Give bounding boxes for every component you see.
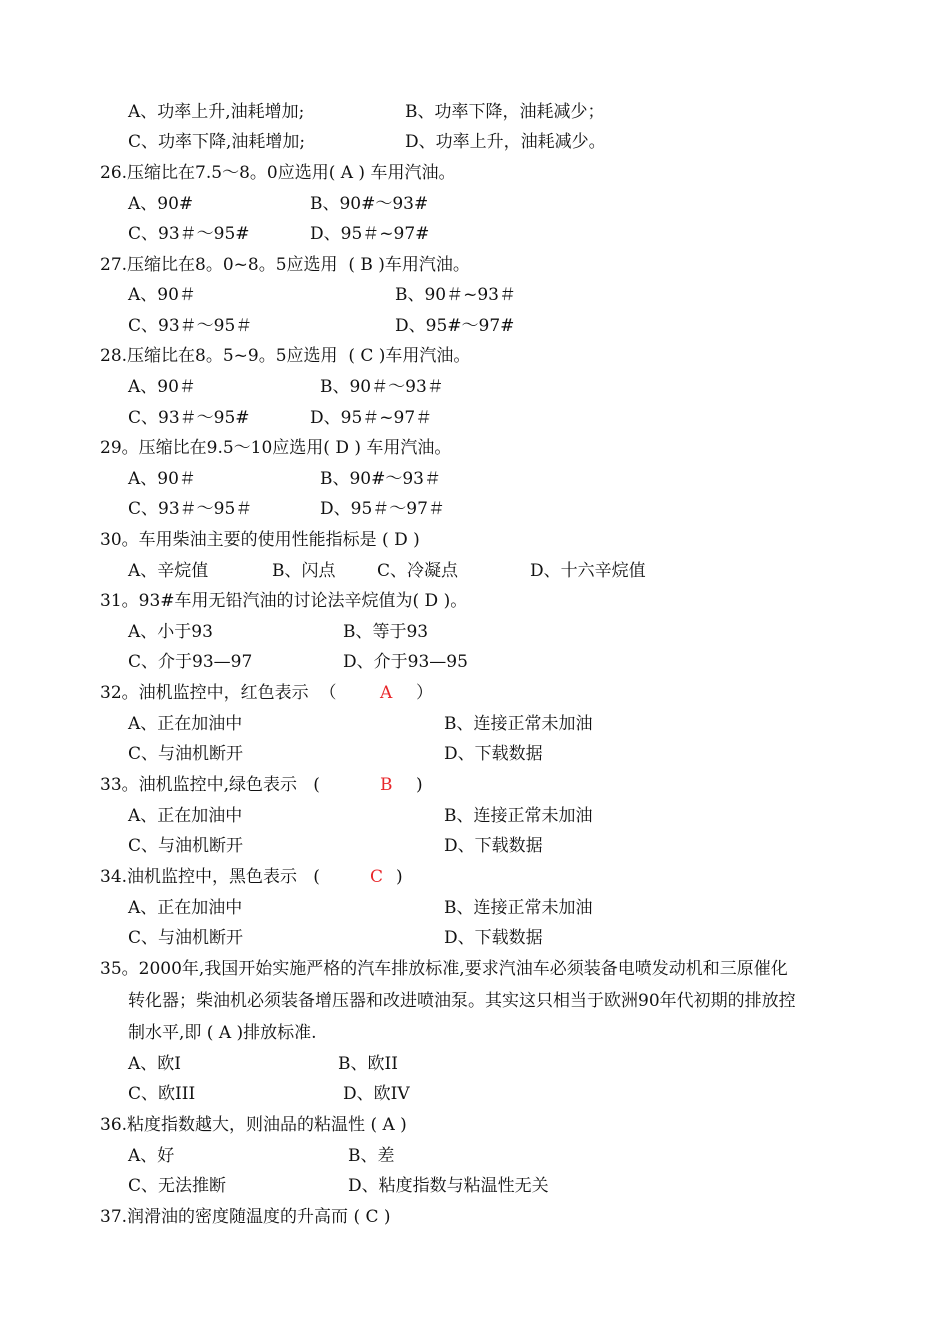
question-text: 26.压缩比在7.5～8。0应选用( A ) 车用汽油。: [100, 163, 456, 183]
answer-option: A、正在加油中: [128, 714, 243, 734]
answer-option: C、93＃～95＃: [128, 316, 253, 336]
answer-option: D、欧IV: [343, 1084, 410, 1104]
answer-option: B、欧II: [338, 1054, 398, 1074]
question-text: 36.粘度指数越大，则油品的粘温性 ( A ): [100, 1115, 407, 1135]
answer-option: B、连接正常未加油: [444, 806, 593, 826]
answer-option: D、粘度指数与粘温性无关: [348, 1176, 549, 1196]
answer-option: D、下载数据: [444, 928, 543, 948]
answer-option: B、90＃～93＃: [320, 377, 444, 397]
answer-option: B、连接正常未加油: [444, 898, 593, 918]
answer-option: A、正在加油中: [128, 806, 243, 826]
answer-option: C、冷凝点: [377, 561, 459, 581]
question-text-continued: 制水平,即 ( A )排放标准.: [128, 1023, 317, 1043]
answer-option: D、95#～97#: [395, 316, 515, 336]
answer-option: C、与油机断开: [128, 836, 244, 856]
question-text: 32。油机监控中，红色表示 （: [100, 683, 337, 703]
answer-option: C、93＃～95#: [128, 224, 250, 244]
answer-option: A、90＃: [128, 377, 196, 397]
answer-option: D、功率上升，油耗减少。: [405, 132, 606, 152]
answer-mark: B: [380, 775, 393, 795]
answer-option: B、连接正常未加油: [444, 714, 593, 734]
answer-mark: A: [380, 683, 393, 703]
closing-paren: ): [416, 775, 423, 795]
answer-option: A、90#: [128, 194, 194, 214]
answer-option: D、95＃～97＃: [320, 499, 445, 519]
answer-option: C、欧III: [128, 1084, 196, 1104]
answer-option: A、90＃: [128, 469, 196, 489]
answer-option: D、95＃~97#: [310, 224, 430, 244]
answer-option: B、90＃~93＃: [395, 285, 517, 305]
answer-option: B、90#～93#: [310, 194, 429, 214]
answer-option: D、下载数据: [444, 744, 543, 764]
answer-option: C、无法推断: [128, 1176, 227, 1196]
answer-option: B、功率下降，油耗减少；: [405, 102, 605, 122]
answer-option: A、辛烷值: [128, 561, 209, 581]
question-text: 27.压缩比在8。0~8。5应选用 ( B )车用汽油。: [100, 255, 470, 275]
question-text: 34.油机监控中，黑色表示 (: [100, 867, 320, 887]
closing-paren: ）: [416, 683, 433, 703]
question-text: 28.压缩比在8。5~9。5应选用 ( C )车用汽油。: [100, 346, 471, 366]
answer-option: C、93＃～95＃: [128, 499, 253, 519]
answer-option: D、介于93—95: [343, 652, 468, 672]
answer-option: D、下载数据: [444, 836, 543, 856]
answer-option: C、介于93—97: [128, 652, 253, 672]
answer-option: A、小于93: [128, 622, 213, 642]
answer-option: B、90#～93＃: [320, 469, 442, 489]
closing-paren: ): [396, 867, 403, 887]
question-text: 29。压缩比在9.5～10应选用( D ) 车用汽油。: [100, 438, 452, 458]
answer-option: A、欧Ⅰ: [128, 1054, 181, 1074]
answer-option: A、好: [128, 1146, 175, 1166]
question-text-continued: 转化器；柴油机必须装备增压器和改进喷油泵。其实这只相当于欧洲90年代初期的排放控: [128, 991, 796, 1011]
answer-option: B、等于93: [343, 622, 429, 642]
question-text: 30。车用柴油主要的使用性能指标是 ( D ): [100, 530, 420, 550]
question-text: 31。93#车用无铅汽油的讨论法辛烷值为( D )。: [100, 591, 468, 611]
question-text: 35。2000年,我国开始实施严格的汽车排放标准,要求汽油车必须装备电喷发动机和三原催化: [100, 959, 788, 979]
question-text: 33。油机监控中,绿色表示 (: [100, 775, 320, 795]
answer-option: C、功率下降,油耗增加;: [128, 132, 306, 152]
answer-option: A、功率上升,油耗增加;: [128, 102, 305, 122]
answer-option: B、差: [348, 1146, 395, 1166]
answer-option: D、95＃~97＃: [310, 408, 433, 428]
answer-option: A、正在加油中: [128, 898, 243, 918]
answer-option: B、闪点: [272, 561, 336, 581]
answer-mark: C: [370, 867, 384, 887]
answer-option: A、90＃: [128, 285, 196, 305]
answer-option: C、与油机断开: [128, 928, 244, 948]
answer-option: C、与油机断开: [128, 744, 244, 764]
answer-option: C、93＃～95#: [128, 408, 250, 428]
question-text: 37.润滑油的密度随温度的升高而 ( C ): [100, 1207, 391, 1227]
answer-option: D、十六辛烷值: [530, 561, 646, 581]
